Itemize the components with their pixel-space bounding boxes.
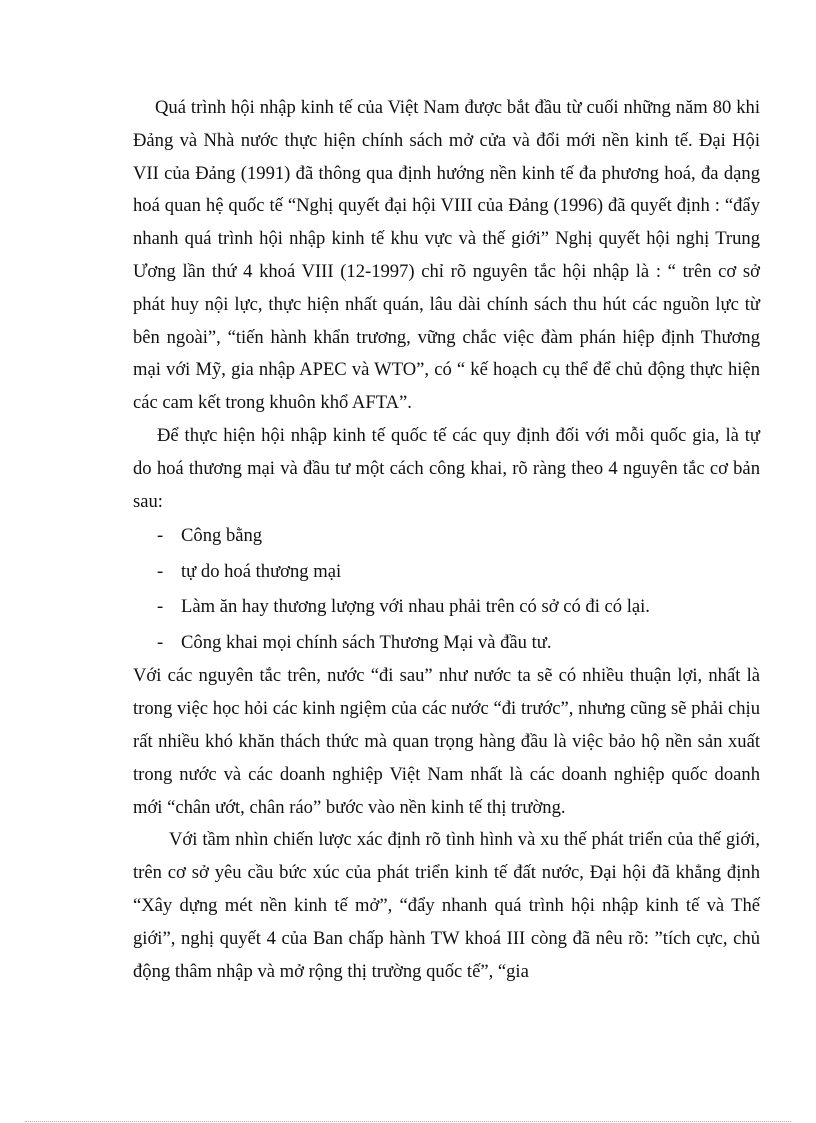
bullet-dash: - (157, 525, 164, 547)
list-item (133, 589, 760, 625)
list-item-text: Công khai mọi chính sách Thương Mại và đầu tư. (181, 631, 552, 653)
list-item (133, 518, 760, 554)
paragraph-integration-principles-intro: Để thực hiện hội nhập kinh tế quốc tế các quy định đối với mỗi quốc gia, là tự do hoá thương mại và đầu tư một cách công khai, rõ ràng theo 4 nguyên tắc cơ bản sau: (133, 424, 760, 512)
list-item (133, 625, 760, 661)
paragraph-opportunities-challenges: Với các nguyên tắc trên, nước “đi sau” như nước ta sẽ có nhiều thuận lợi, nhất là trong việc học hỏi các kinh ngiệm của các nước “đi trước”, nhưng cũng sẽ phải chịu rất nhiều khó khăn thách thức mà quan trọng hàng đầu là việc bảo hộ nền sản xuất trong nước và các doanh nghiệp Việt Nam nhất là các doanh nghiệp quốc doanh mới “chân ướt, chân ráo” bước vào nền kinh tế thị trường. (133, 665, 760, 818)
bullet-dash: - (157, 596, 164, 618)
list-item-text: Làm ăn hay thương lượng với nhau phải trên có sở có đi có lại. (181, 596, 650, 618)
page-bottom-dotted-rule (25, 1121, 791, 1122)
paragraph-strategic-vision: Với tầm nhìn chiến lược xác định rõ tình hình và xu thế phát triển của thế giới, trên cơ sở yêu cầu bức xúc của phát triển kinh tế đất nước, Đại hội đã khẳng định “Xây dựng mét nền kinh tế mở”, “đẩy nhanh quá trình hội nhập kinh tế và Thế giới”, nghị quyết 4 của Ban chấp hành TW khoá III còng đã nêu rõ: ”tích cực, chủ động thâm nhập và mở rộng thị trường quốc tế”, “gia (133, 829, 760, 982)
bullet-dash: - (157, 560, 164, 582)
paragraph-integration-history: Quá trình hội nhập kinh tế của Việt Nam được bắt đầu từ cuối những năm 80 khi Đảng và Nhà nước thực hiện chính sách mở cửa và đổi mới nền kinh tế. Đại Hội VII của Đảng (1991) đã thông qua định hướng nền kinh tế đa phương hoá, đa dạng hoá quan hệ quốc tế “Nghị quyết đại hội VIII của Đảng (1996) đã quyết định : “đẩy nhanh quá trình hội nhập kinh tế khu vực và thế giới” Nghị quyết hội nghị Trung Ương lần thứ 4 khoá VIII (12-1997) chỉ rõ nguyên tắc hội nhập là : “ trên cơ sở phát huy nội lực, thực hiện nhất quán, lâu dài chính sách thu hút các nguồn lực từ bên ngoài”, “tiến hành khẩn trương, vững chắc việc đàm phán hiệp định Thương mại với Mỹ, gia nhập APEC và WTO”, có “ kế hoạch cụ thể để chủ động thực hiện các cam kết trong khuôn khổ AFTA”. (133, 97, 760, 414)
list-item-text: Công bằng (181, 525, 263, 547)
principles-list (133, 518, 760, 660)
document-body (133, 92, 760, 988)
bullet-dash: - (157, 631, 164, 653)
list-item-text: tự do hoá thương mại (181, 560, 342, 582)
list-item (133, 554, 760, 590)
